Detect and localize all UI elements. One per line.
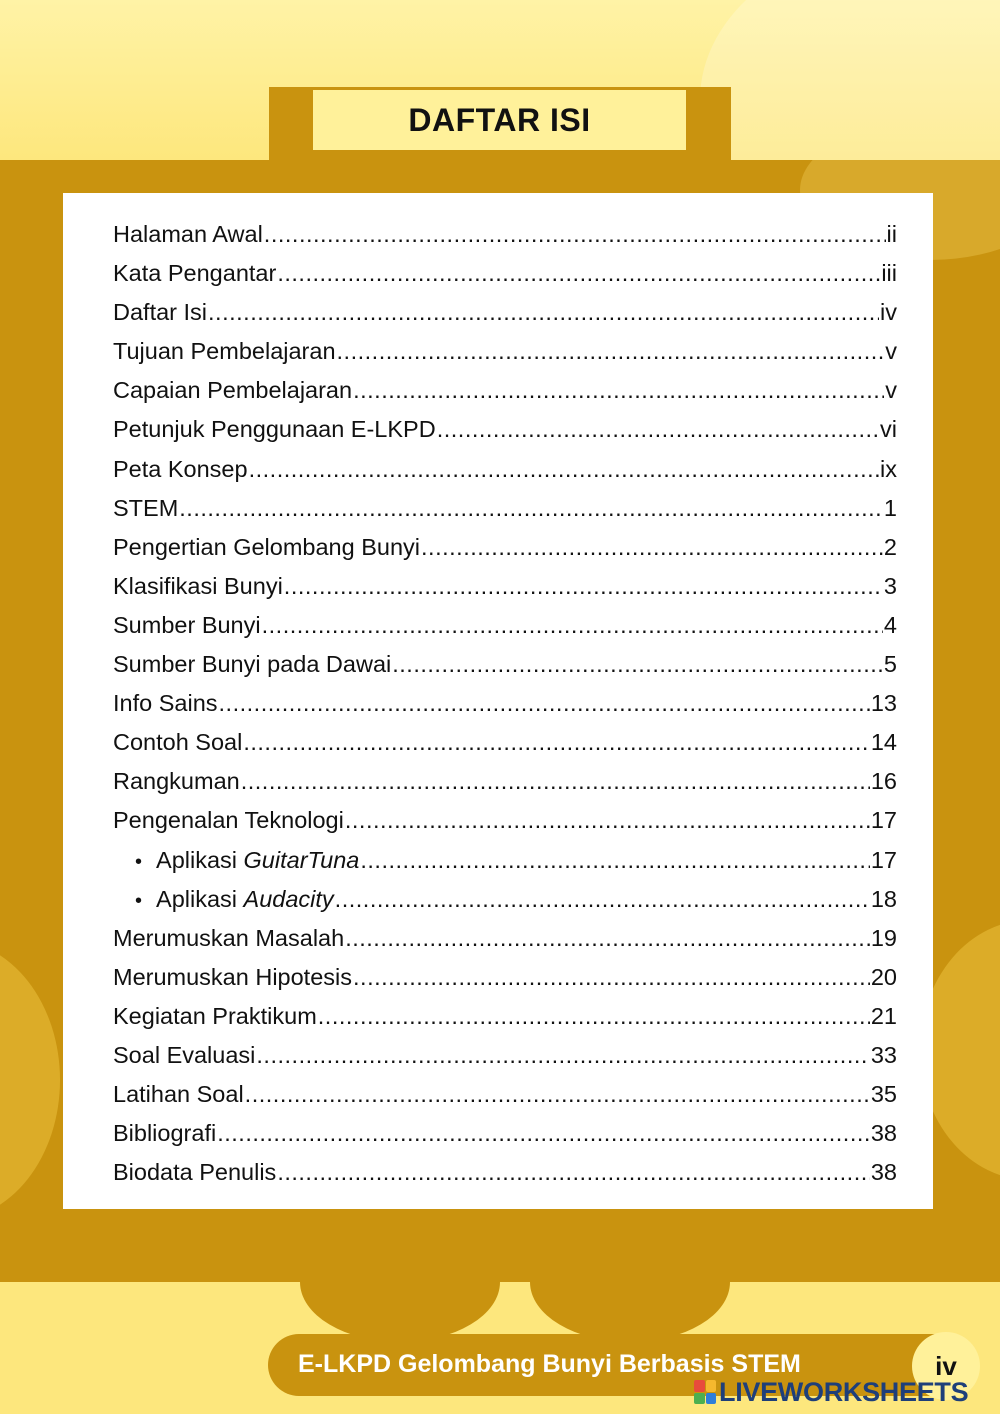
toc-entry-page: 14 (870, 729, 897, 756)
toc-entry-label: Kegiatan Praktikum (113, 1002, 317, 1029)
toc-entry-page: iv (880, 299, 897, 326)
toc-entry[interactable] (113, 299, 897, 338)
toc-entry[interactable] (113, 886, 897, 925)
toc-entry[interactable] (113, 495, 897, 534)
toc-entry-page: 3 (883, 572, 897, 599)
toc-entry-page: v (885, 377, 897, 404)
toc-entry-label: Rangkuman (113, 768, 240, 795)
toc-leader-dots (241, 768, 870, 795)
toc-entry[interactable] (113, 690, 897, 729)
bullet-icon: • (135, 889, 143, 912)
toc-entry-page: 35 (870, 1081, 897, 1108)
toc-entry-label: Halaman Awal (113, 221, 263, 247)
toc-entry-page: 1 (883, 494, 897, 521)
toc-leader-dots (318, 1003, 870, 1030)
watermark-text: LIVEWORKSHEETS (719, 1376, 969, 1407)
toc-entry-label: Daftar Isi (113, 299, 208, 326)
toc-entry-label: Soal Evaluasi (113, 1041, 256, 1068)
toc-entry[interactable] (113, 1120, 897, 1159)
toc-entry-label: Contoh Soal (113, 729, 243, 756)
toc-entry-page: 19 (870, 924, 897, 951)
toc-entry-page: 2 (883, 533, 897, 560)
toc-leader-dots (360, 847, 870, 874)
toc-entry[interactable] (113, 377, 897, 416)
decorative-blob (700, 0, 1000, 160)
toc-leader-dots (345, 807, 870, 834)
toc-entry[interactable] (113, 573, 897, 612)
toc-entry-label: Latihan Soal (113, 1081, 244, 1108)
toc-entry[interactable] (113, 807, 897, 846)
toc-entry-page: 17 (870, 846, 897, 873)
decorative-wave-left (0, 940, 60, 1220)
toc-leader-dots (179, 495, 883, 522)
toc-entry-page: 21 (870, 1002, 897, 1029)
toc-entry-label-prefix: Aplikasi (156, 846, 237, 873)
toc-entry-page: 18 (870, 885, 897, 912)
toc-leader-dots (437, 416, 879, 443)
toc-entry[interactable] (113, 456, 897, 495)
toc-entry-label: Sumber Bunyi pada Dawai (113, 651, 392, 678)
toc-entry-page: 5 (883, 651, 897, 678)
toc-leader-dots (392, 651, 883, 678)
bullet-icon: • (135, 850, 143, 873)
toc-entry-label: Pengertian Gelombang Bunyi (113, 533, 421, 560)
toc-leader-dots (421, 534, 883, 561)
toc-entry-label (113, 847, 359, 874)
toc-entry[interactable] (113, 1003, 897, 1042)
toc-entry-page: 16 (870, 768, 897, 795)
toc-entry-page: ii (886, 221, 897, 247)
toc-entry[interactable] (113, 847, 897, 886)
toc-entry[interactable] (113, 1042, 897, 1081)
toc-entry-label: Biodata Penulis (113, 1159, 277, 1186)
toc-entry[interactable] (113, 729, 897, 768)
liveworksheets-logo (694, 1376, 968, 1408)
toc-entry-page: v (885, 338, 897, 365)
page-number: iv (935, 1350, 957, 1381)
toc-entry-label: Kata Pengantar (113, 260, 277, 287)
toc-card (63, 193, 933, 1209)
toc-entry-label: Merumuskan Hipotesis (113, 963, 353, 990)
page-title: DAFTAR ISI (408, 101, 591, 138)
toc-entry-page: 38 (870, 1120, 897, 1147)
toc-entry[interactable] (113, 221, 897, 260)
toc-leader-dots (353, 377, 884, 404)
toc-entry-page: 20 (870, 963, 897, 990)
toc-entry-label-italic: Audacity (243, 885, 334, 912)
toc-leader-dots (256, 1042, 869, 1069)
toc-entry[interactable] (113, 1159, 897, 1198)
toc-entry-label: Sumber Bunyi (113, 611, 261, 638)
toc-entry-page: vi (880, 416, 897, 443)
toc-leader-dots (277, 1159, 870, 1186)
toc-leader-dots (208, 299, 879, 326)
toc-leader-dots (219, 690, 870, 717)
toc-entry-label-prefix: Aplikasi (156, 885, 237, 912)
toc-entry[interactable] (113, 612, 897, 651)
table-of-contents (113, 221, 897, 1198)
toc-entry-page: 4 (883, 611, 897, 638)
toc-entry-label: Petunjuk Penggunaan E-LKPD (113, 416, 436, 443)
toc-leader-dots (335, 886, 870, 913)
toc-entry-label: Capaian Pembelajaran (113, 377, 353, 404)
toc-entry-label-italic: GuitarTuna (243, 846, 360, 873)
toc-leader-dots (284, 573, 883, 600)
toc-entry-label: Tujuan Pembelajaran (113, 338, 336, 365)
toc-leader-dots (245, 1081, 870, 1108)
toc-leader-dots (277, 260, 880, 287)
toc-entry[interactable] (113, 1081, 897, 1120)
footer-title: E-LKPD Gelombang Bunyi Berbasis STEM (298, 1350, 801, 1378)
toc-entry[interactable] (113, 768, 897, 807)
toc-entry-label: STEM (113, 494, 179, 521)
toc-leader-dots (262, 612, 883, 639)
decorative-arc (300, 1282, 500, 1342)
liveworksheets-icon (694, 1380, 716, 1404)
toc-entry-page: 13 (870, 690, 897, 717)
toc-entry[interactable] (113, 534, 897, 573)
toc-entry-label: Bibliografi (113, 1120, 217, 1147)
toc-entry-label: Peta Konsep (113, 455, 248, 482)
toc-entry[interactable] (113, 260, 897, 299)
toc-leader-dots (345, 925, 870, 952)
toc-entry-label (113, 886, 334, 913)
toc-entry[interactable] (113, 338, 897, 377)
toc-leader-dots (353, 964, 870, 991)
toc-entry[interactable] (113, 925, 897, 964)
toc-entry-page: 33 (870, 1041, 897, 1068)
toc-entry-label: Info Sains (113, 690, 218, 717)
title-box (313, 90, 686, 150)
toc-entry-label: Klasifikasi Bunyi (113, 572, 283, 599)
toc-entry-label: Merumuskan Masalah (113, 924, 345, 951)
toc-leader-dots (264, 221, 886, 248)
toc-entry-page: 38 (870, 1159, 897, 1186)
toc-entry[interactable] (113, 964, 897, 1003)
toc-entry-page: iii (881, 260, 897, 287)
toc-leader-dots (217, 1120, 870, 1147)
toc-entry-page: ix (880, 455, 897, 482)
toc-leader-dots (337, 338, 885, 365)
toc-leader-dots (249, 456, 879, 483)
decorative-arc (530, 1282, 730, 1342)
toc-entry[interactable] (113, 416, 897, 455)
toc-entry-page: 17 (870, 807, 897, 834)
toc-leader-dots (243, 729, 870, 756)
toc-entry[interactable] (113, 651, 897, 690)
toc-entry-label: Pengenalan Teknologi (113, 807, 344, 834)
